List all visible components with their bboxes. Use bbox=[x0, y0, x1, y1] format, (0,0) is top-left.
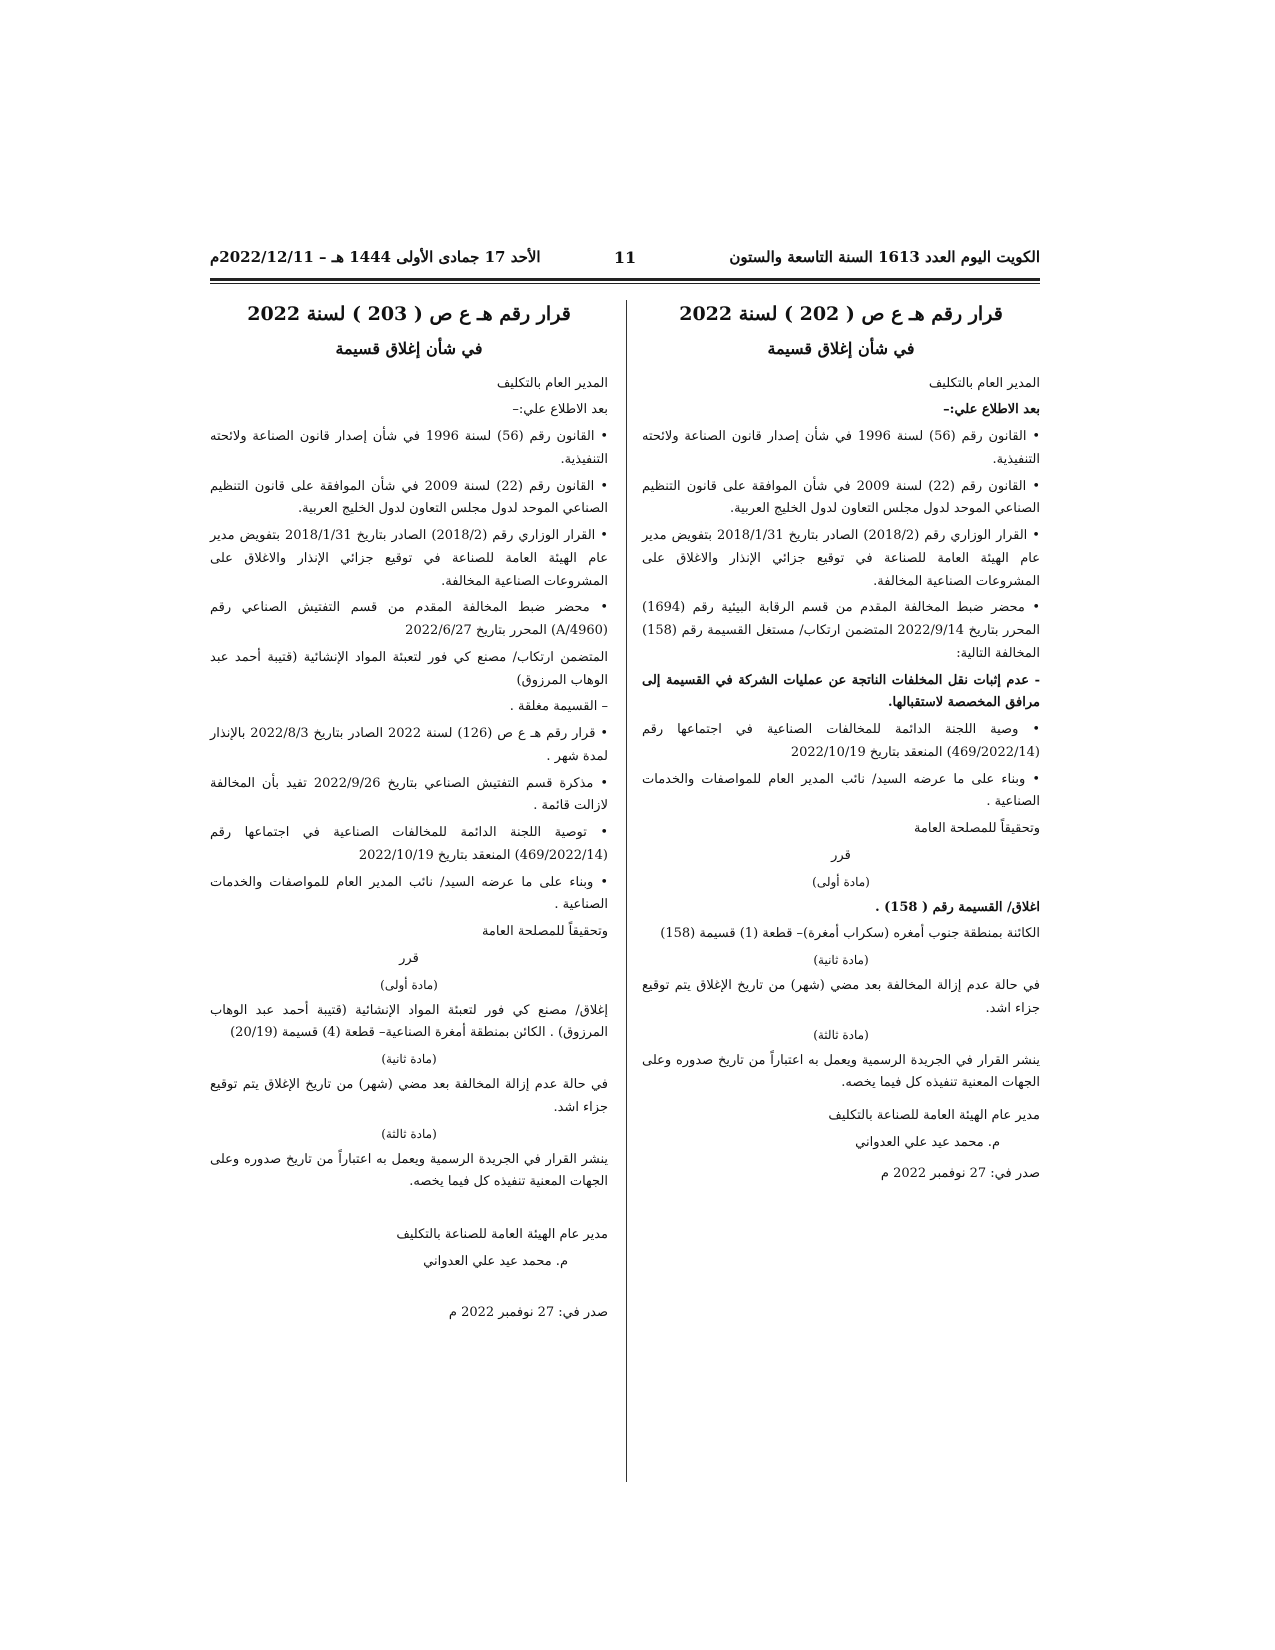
decision-title: قرار رقم هـ ع ص ( 202 ) لسنة 2022 bbox=[679, 303, 1003, 325]
article-2-text: في حالة عدم إزالة المخالفة بعد مضي (شهر) من تاريخ الإغلاق يتم توقيع جزاء اشد. bbox=[210, 1077, 608, 1115]
preamble-item: • وبناء على ما عرضه السيد/ نائب المدير العام للمواصفات والخدمات الصناعية . bbox=[210, 874, 608, 913]
article-3-label: (مادة ثالثة) bbox=[813, 1027, 869, 1042]
article-1-label: (مادة أولى) bbox=[812, 874, 870, 889]
column-divider bbox=[626, 300, 627, 1482]
signature-name: م. محمد عيد علي العدواني bbox=[423, 1253, 568, 1269]
issued-date: صدر في: 27 نوفمبر 2022 م bbox=[448, 1304, 608, 1320]
preamble-item: • وصية اللجنة الدائمة للمخالفات الصناعية في اجتماعها رقم (469/2022/14) المنعقد بتاريخ 2022/10/19 bbox=[642, 722, 1040, 760]
signature-name: م. محمد عيد علي العدواني bbox=[855, 1134, 1000, 1150]
decision-202-column bbox=[642, 300, 1040, 1189]
article-1-text: اغلاق/ القسيمة رقم ( 158) . bbox=[875, 899, 1040, 915]
article-2-label: (مادة ثانية) bbox=[381, 1052, 437, 1066]
decision-title: قرار رقم هـ ع ص ( 203 ) لسنة 2022 bbox=[247, 303, 571, 325]
preamble-item: • القانون رقم (22) لسنة 2009 في شأن الموافقة على قانون التنظيم الصناعي الموحد لدول مجلس التعاون لدول الخليج العربية. bbox=[642, 478, 1040, 517]
decided-label: قرر bbox=[399, 950, 419, 966]
preamble-item: • وبناء على ما عرضه السيد/ نائب المدير العام للمواصفات والخدمات الصناعية . bbox=[642, 771, 1040, 810]
preamble-item: • القانون رقم (56) لسنة 1996 في شأن إصدار قانون الصناعة ولائحته التنفيذية. bbox=[210, 429, 608, 467]
article-1-text: إغلاق/ مصنع كي فور لتعبئة المواد الإنشائية (قتيبة أحمد عبد الوهاب المرزوق) . الكائن بمنطقة أمغرة الصناعية– قطعة (4) قسيمة (20/19) bbox=[210, 1002, 608, 1041]
after-review-line: بعد الاطلاع علي:– bbox=[512, 402, 608, 418]
page-header bbox=[210, 248, 1040, 274]
preamble-item: • محضر ضبط المخالفة المقدم من قسم التفتيش الصناعي رقم (4960/A) المحرر بتاريخ 2022/6/27 bbox=[210, 600, 608, 638]
preamble-item: المتضمن ارتكاب/ مصنع كي فور لتعبئة المواد الإنشائية (قتيبة أحمد عبد الوهاب المرزوق) bbox=[210, 649, 608, 688]
preamble-item: • القانون رقم (56) لسنة 1996 في شأن إصدار قانون الصناعة ولائحته التنفيذية. bbox=[642, 429, 1040, 467]
preamble-item: • القانون رقم (22) لسنة 2009 في شأن الموافقة على قانون التنظيم الصناعي الموحد لدول مجلس التعاون لدول الخليج العربية. bbox=[210, 478, 608, 517]
article-2-text: في حالة عدم إزالة المخالفة بعد مضي (شهر) من تاريخ الإغلاق يتم توقيع جزاء اشد. bbox=[642, 978, 1040, 1016]
decision-subtitle: في شأن إغلاق قسيمة bbox=[335, 338, 483, 358]
page-number: 11 bbox=[613, 248, 637, 267]
preamble-item: • توصية اللجنة الدائمة للمخالفات الصناعية في اجتماعها رقم (469/2022/14) المنعقد بتاريخ 2022/10/19 bbox=[210, 825, 608, 863]
article-2-label: (مادة ثانية) bbox=[813, 953, 869, 967]
director-line: المدير العام بالتكليف bbox=[496, 375, 608, 391]
public-interest-line: وتحقيقاً للمصلحة العامة bbox=[913, 821, 1040, 836]
header-rule-thin bbox=[210, 283, 1040, 284]
preamble-item: – القسيمة مغلقة . bbox=[509, 699, 608, 715]
decided-label: قرر bbox=[831, 847, 851, 863]
preamble-item: • محضر ضبط المخالفة المقدم من قسم الرقابة البيئية رقم (1694) المحرر بتاريخ 2022/9/14 المتضمن ارتكاب/ مستغل القسيمة رقم (158) المخالفة التالية: bbox=[642, 600, 1040, 661]
decision-203-column bbox=[210, 300, 608, 1328]
signature-title: مدير عام الهيئة العامة للصناعة بالتكليف bbox=[396, 1227, 608, 1242]
preamble-item: • القرار الوزاري رقم (2018/2) الصادر بتاريخ 2018/1/31 بتفويض مدير عام الهيئة العامة للصناعة في توقيع جزائي الإنذار والاغلاق على المشروعات الصناعية المخالفة. bbox=[642, 528, 1040, 589]
issued-date: صدر في: 27 نوفمبر 2022 م bbox=[880, 1165, 1040, 1181]
header-rule-thick bbox=[210, 278, 1040, 281]
article-3-text: ينشر القرار في الجريدة الرسمية ويعمل به اعتباراً من تاريخ صدوره وعلى الجهات المعنية تنفيذه كل فيما يخصه. bbox=[210, 1151, 608, 1190]
public-interest-line: وتحقيقاً للمصلحة العامة bbox=[481, 924, 608, 939]
header-date: الأحد 17 جمادى الأولى 1444 هـ – 2022/12/11م bbox=[210, 248, 541, 266]
article-3-label: (مادة ثالثة) bbox=[381, 1126, 437, 1141]
header-publication-info: الكويت اليوم العدد 1613 السنة التاسعة والستون bbox=[729, 248, 1040, 266]
preamble-item: • مذكرة قسم التفتيش الصناعي بتاريخ 2022/9/26 تفيد بأن المخالفة لازالت قائمة . bbox=[210, 775, 608, 814]
preamble-item: • القرار الوزاري رقم (2018/2) الصادر بتاريخ 2018/1/31 بتفويض مدير عام الهيئة العامة للصناعة في توقيع جزائي الإنذار والاغلاق على المشروعات الصناعية المخالفة. bbox=[210, 528, 608, 589]
decision-subtitle: في شأن إغلاق قسيمة bbox=[767, 338, 915, 358]
after-review-line: بعد الاطلاع علي:– bbox=[943, 402, 1040, 418]
violation-item: - عدم إثبات نقل المخلفات الناتجة عن عمليات الشركة في القسيمة إلى مرافق المخصصة لاستقبالها. bbox=[642, 672, 1040, 711]
article-1-location: الكائنة بمنطقة جنوب أمغره (سكراب أمغرة)– قطعة (1) قسيمة (158) bbox=[660, 926, 1040, 942]
preamble-item: • قرار رقم هـ ع ص (126) لسنة 2022 الصادر بتاريخ 2022/8/3 بالإنذار لمدة شهر . bbox=[210, 726, 609, 764]
signature-title: مدير عام الهيئة العامة للصناعة بالتكليف bbox=[828, 1108, 1040, 1123]
article-3-text: ينشر القرار في الجريدة الرسمية ويعمل به اعتباراً من تاريخ صدوره وعلى الجهات المعنية تنفيذه كل فيما يخصه. bbox=[642, 1052, 1040, 1091]
director-line: المدير العام بالتكليف bbox=[928, 375, 1040, 391]
article-1-label: (مادة أولى) bbox=[380, 977, 438, 992]
